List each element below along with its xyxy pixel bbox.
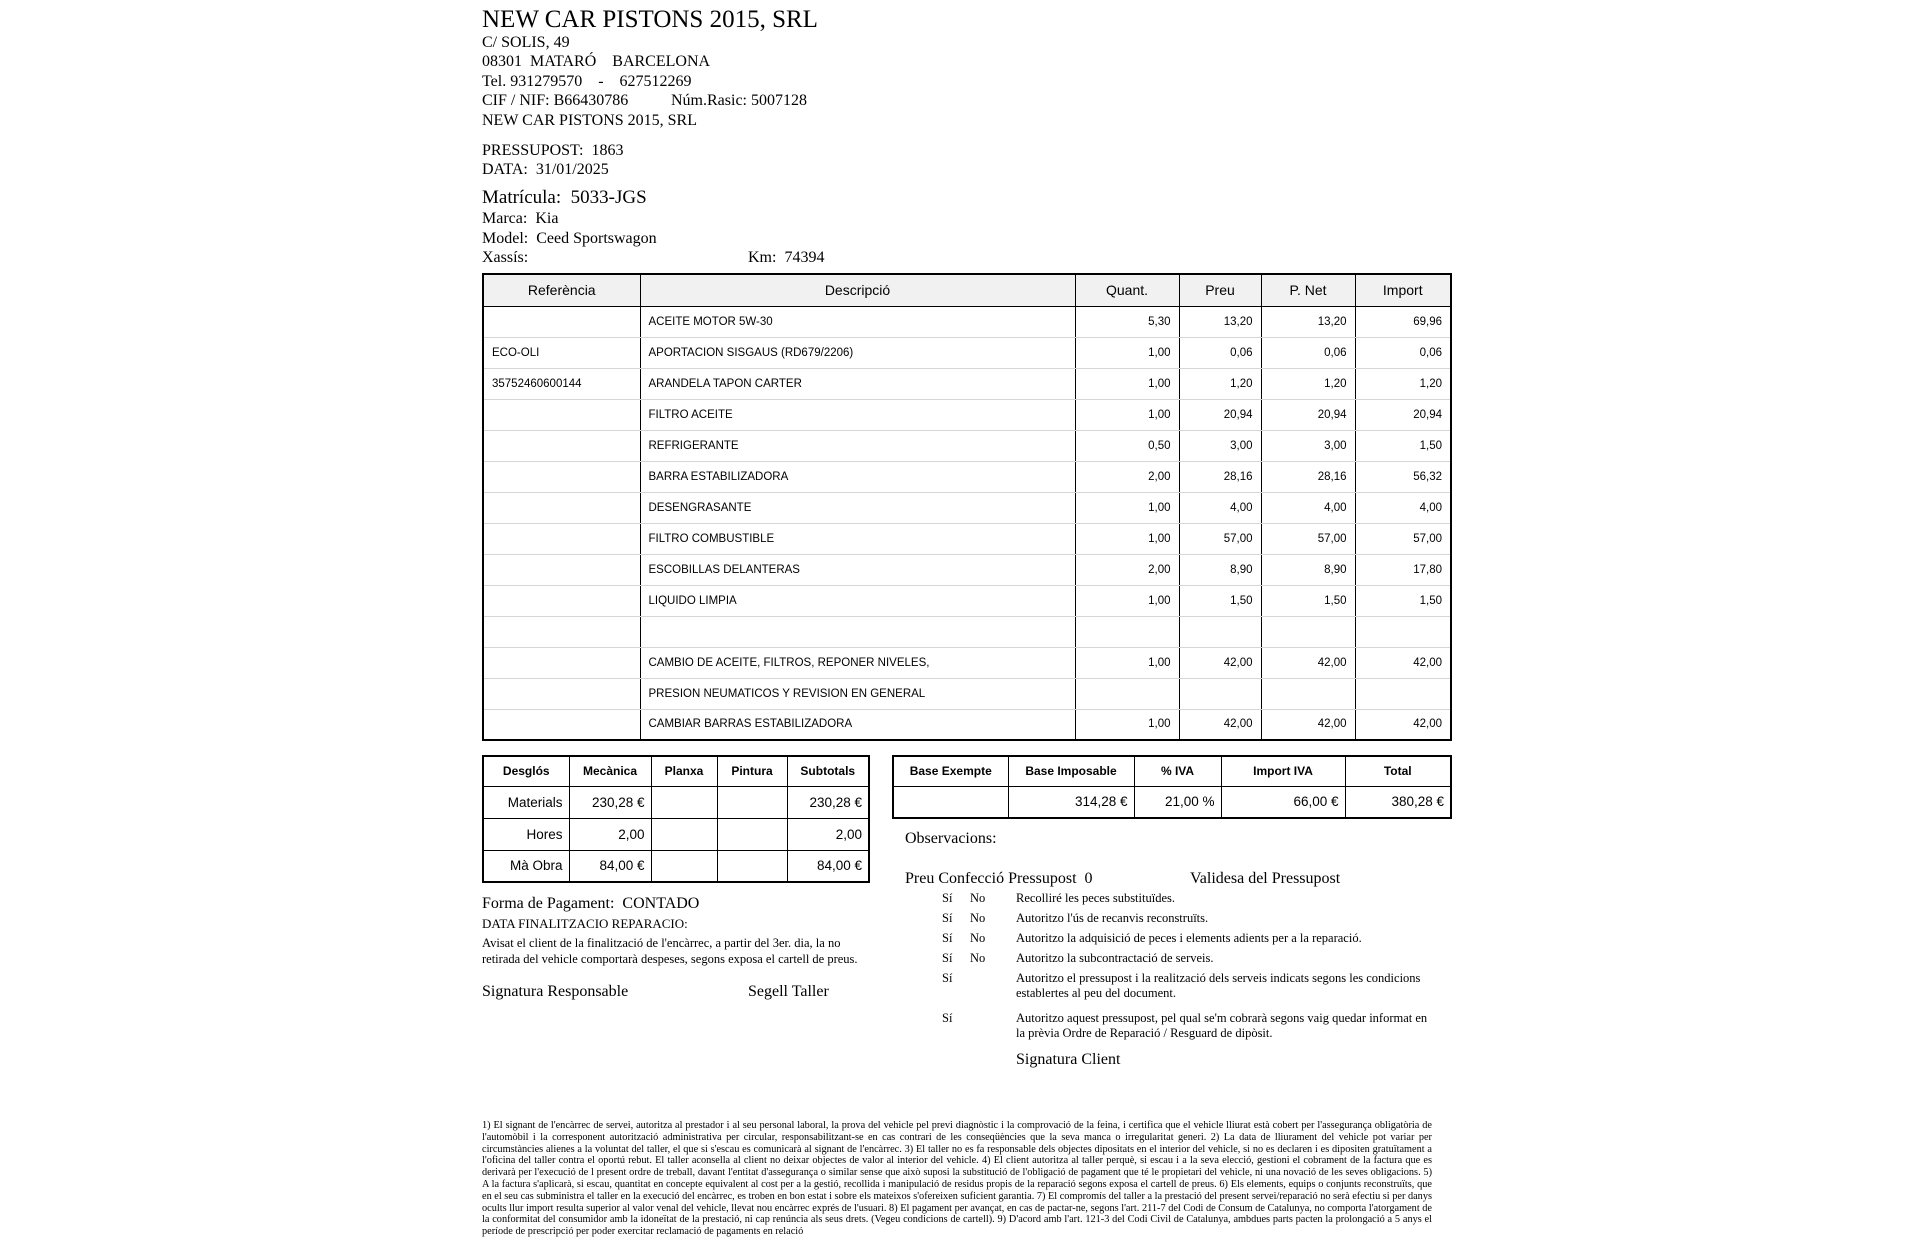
auth-yes-option: Sí bbox=[942, 911, 953, 925]
totals-header-base-taxable: Base Imposable bbox=[1008, 756, 1134, 786]
breakdown-row bbox=[483, 850, 869, 882]
cell-reference bbox=[483, 399, 640, 430]
cell-description: CAMBIAR BARRAS ESTABILIZADORA bbox=[640, 709, 1075, 740]
auth-no-option: No bbox=[970, 931, 986, 945]
cell-description: LIQUIDO LIMPIA bbox=[640, 585, 1075, 616]
cell-net-price: 28,16 bbox=[1261, 461, 1355, 492]
cell-description: ESCOBILLAS DELANTERAS bbox=[640, 554, 1075, 585]
cell-quantity: 2,00 bbox=[1075, 461, 1179, 492]
cell-price: 57,00 bbox=[1179, 523, 1261, 554]
brand-label: Marca: bbox=[482, 210, 528, 227]
company-name-repeat: NEW CAR PISTONS 2015, SRL bbox=[482, 112, 697, 129]
cell-import: 20,94 bbox=[1355, 399, 1451, 430]
breakdown-subtotal: 2,00 bbox=[787, 818, 869, 850]
auth-yes-option: Sí bbox=[942, 931, 953, 945]
plate-value: 5033-JGS bbox=[570, 187, 647, 208]
km-line bbox=[748, 248, 824, 268]
cell-quantity bbox=[1075, 678, 1179, 709]
cell-price: 1,20 bbox=[1179, 368, 1261, 399]
budget-number-line bbox=[482, 141, 623, 161]
cell-price: 20,94 bbox=[1179, 399, 1261, 430]
cell-quantity: 1,00 bbox=[1075, 337, 1179, 368]
cell-description: PRESION NEUMATICOS Y REVISION EN GENERAL bbox=[640, 678, 1075, 709]
totals-header-row bbox=[893, 756, 1451, 786]
cell-import bbox=[1355, 616, 1451, 647]
cell-reference bbox=[483, 430, 640, 461]
cell-price: 1,50 bbox=[1179, 585, 1261, 616]
cell-quantity: 1,00 bbox=[1075, 523, 1179, 554]
items-table bbox=[482, 273, 1452, 741]
header-import: Import bbox=[1355, 274, 1451, 306]
cell-price: 0,06 bbox=[1179, 337, 1261, 368]
brand-line bbox=[482, 209, 558, 229]
table-row bbox=[483, 337, 1451, 368]
cell-reference bbox=[483, 306, 640, 337]
tel-label: Tel. bbox=[482, 73, 507, 90]
auth-no-option: No bbox=[970, 911, 986, 925]
cell-description: ACEITE MOTOR 5W-30 bbox=[640, 306, 1075, 337]
legal-conditions: 1) El signant de l'encàrrec de servei, autoritza al prestador i al seu personal laboral, la prova del vehicle pel previ diagnòstic i la comprovació de la feina, i certifica que el vehicle lliurat està cobert per l'assegurança obligatòria de l'automòbil i la corresponent autorització administrativa per circular, responsabilitzant-se en cas contrari de les conseqüències que la seva manca o irregularitat generi. 2) La data de lliurament del vehicle pot variar per circumstàncies alienes a la voluntat del taller, el que si s'escau es comunicarà al signant de l'encàrrec. 3) El taller no es fa responsable dels objectes dipositats en el interior del vehicle, si no es declaren i es dipositen gratuïtament a l'oficina del taller contra el oportú rebut. El taller aconsella al client no deixar objectes de valor al interior del vehicle. 4) El client autoritza al taller perquè, si escau i a la seva elecció, gestioni el cobrament de la factura que es derivarà per l'execució de l present ordre de treball, davant l'entitat d'assegurança o similar sense que això suposi la substitució de l'obligació de pagament que té le propietari del vehicle, ni una novació de les seves obligacions. 5) A la factura s'aplicarà, si escau, quantitat en concepte equivalent al cost per a la gestió, recollida i manipulació de residus propis de la reparació segons exposa el cartell de preus. 6) Els elements, equips o conjunts reconstruïts, que en el seu cas subministra el taller en la execució del encàrrec, es troben en bon estat i sobre els mateixos s'ofereixen suficient garantia. 7) El compromís del taller a la prestació del present servei/reparació no serà efectiu si per danys ocults llur import resulta superior al valor venal del vehicle, llevat nou encàrrec exprés de l'usuari. 8) El pagament per avançat, en cas de pactar-ne, segons l'art. 211-7 del Codi de Consum de Catalunya, no comporta l'atorgament de la conformitat del consumidor amb la idoneïtat de la prestació, ni cap renúncia als seus drets. (Vegeu condicions de cartell). 9) D'acord amb l'art. 121-3 del Codi Civil de Catalunya, ambdues parts pacten la prolongació a 5 anys el període de prescripció per poder exercitar reclamació de pagaments en relació bbox=[482, 1120, 1432, 1238]
cell-import: 17,80 bbox=[1355, 554, 1451, 585]
table-row bbox=[483, 430, 1451, 461]
base-exempt-value bbox=[893, 786, 1008, 818]
cell-quantity: 1,00 bbox=[1075, 647, 1179, 678]
cell-net-price: 42,00 bbox=[1261, 709, 1355, 740]
cif-label: CIF / NIF: bbox=[482, 92, 550, 109]
cell-reference bbox=[483, 616, 640, 647]
table-row bbox=[483, 399, 1451, 430]
breakdown-header-row bbox=[483, 756, 869, 786]
breakdown-mecanica: 84,00 € bbox=[569, 850, 651, 882]
cell-reference: 35752460600144 bbox=[483, 368, 640, 399]
totals-header-vat-amount: Import IVA bbox=[1221, 756, 1345, 786]
cell-price: 13,20 bbox=[1179, 306, 1261, 337]
km-label: Km: bbox=[748, 249, 777, 266]
payment-label: Forma de Pagament: bbox=[482, 895, 615, 912]
cell-price: 8,90 bbox=[1179, 554, 1261, 585]
items-header-row bbox=[483, 274, 1451, 306]
model-line bbox=[482, 229, 657, 249]
cell-import: 1,50 bbox=[1355, 585, 1451, 616]
table-row bbox=[483, 492, 1451, 523]
breakdown-row bbox=[483, 818, 869, 850]
table-row bbox=[483, 616, 1451, 647]
cell-quantity: 1,00 bbox=[1075, 399, 1179, 430]
cell-net-price: 13,20 bbox=[1261, 306, 1355, 337]
cell-import: 69,96 bbox=[1355, 306, 1451, 337]
cell-import: 1,50 bbox=[1355, 430, 1451, 461]
table-row bbox=[483, 647, 1451, 678]
cell-net-price: 1,50 bbox=[1261, 585, 1355, 616]
cell-import: 56,32 bbox=[1355, 461, 1451, 492]
km-value: 74394 bbox=[784, 249, 825, 266]
auth-yes-option: Sí bbox=[942, 1011, 953, 1025]
company-phone-line bbox=[482, 72, 692, 92]
totals-header-base-exempt: Base Exempte bbox=[893, 756, 1008, 786]
auth-text: Autoritzo el pressupost i la realització dels serveis indicats segons les condicions establertes al peu del document. bbox=[1016, 971, 1421, 1000]
breakdown-mecanica: 2,00 bbox=[569, 818, 651, 850]
budget-date-label: DATA: bbox=[482, 161, 528, 178]
cell-quantity: 5,30 bbox=[1075, 306, 1179, 337]
client-signature-label: Signatura Client bbox=[1016, 1051, 1121, 1068]
auth-yes-option: Sí bbox=[942, 891, 953, 905]
plate-line bbox=[482, 187, 647, 209]
cell-quantity: 0,50 bbox=[1075, 430, 1179, 461]
cell-net-price: 1,20 bbox=[1261, 368, 1355, 399]
cell-net-price: 20,94 bbox=[1261, 399, 1355, 430]
cell-import: 0,06 bbox=[1355, 337, 1451, 368]
cell-reference bbox=[483, 709, 640, 740]
breakdown-header-subtotals: Subtotals bbox=[787, 756, 869, 786]
cell-net-price: 0,06 bbox=[1261, 337, 1355, 368]
cell-net-price: 4,00 bbox=[1261, 492, 1355, 523]
cif-line bbox=[482, 91, 628, 111]
breakdown-header-mecanica: Mecànica bbox=[569, 756, 651, 786]
budget-date: 31/01/2025 bbox=[535, 161, 609, 178]
vat-amount-value: 66,00 € bbox=[1221, 786, 1345, 818]
cell-import: 4,00 bbox=[1355, 492, 1451, 523]
rasic-value: 5007128 bbox=[751, 92, 807, 109]
header-description: Descripció bbox=[640, 274, 1075, 306]
auth-no-option: No bbox=[970, 951, 986, 965]
cell-net-price: 42,00 bbox=[1261, 647, 1355, 678]
company-postal: 08301 bbox=[482, 53, 522, 70]
cell-description: DESENGRASANTE bbox=[640, 492, 1075, 523]
total-value: 380,28 € bbox=[1345, 786, 1451, 818]
breakdown-planxa bbox=[651, 850, 717, 882]
cell-description: APORTACION SISGAUS (RD679/2206) bbox=[640, 337, 1075, 368]
cell-price: 28,16 bbox=[1179, 461, 1261, 492]
auth-text: Recolliré les peces substituïdes. bbox=[1016, 891, 1175, 905]
table-row bbox=[483, 368, 1451, 399]
cell-quantity: 1,00 bbox=[1075, 585, 1179, 616]
auth-yes-option: Sí bbox=[942, 951, 953, 965]
totals-header-total: Total bbox=[1345, 756, 1451, 786]
cell-net-price bbox=[1261, 616, 1355, 647]
cell-net-price: 8,90 bbox=[1261, 554, 1355, 585]
rasic-label: Núm.Rasic: bbox=[671, 92, 747, 109]
observations-label: Observacions: bbox=[905, 830, 997, 847]
budget-price-label: Preu Confecció Pressupost bbox=[905, 870, 1077, 887]
totals-values-row bbox=[893, 786, 1451, 818]
breakdown-planxa bbox=[651, 818, 717, 850]
model-label: Model: bbox=[482, 230, 529, 247]
model-value: Ceed Sportswagon bbox=[536, 230, 657, 247]
cell-description: FILTRO COMBUSTIBLE bbox=[640, 523, 1075, 554]
header-price: Preu bbox=[1179, 274, 1261, 306]
company-city-line bbox=[482, 52, 710, 72]
cell-price bbox=[1179, 616, 1261, 647]
cell-reference bbox=[483, 492, 640, 523]
breakdown-planxa bbox=[651, 786, 717, 818]
header-reference: Referència bbox=[483, 274, 640, 306]
cell-reference bbox=[483, 461, 640, 492]
cell-reference bbox=[483, 523, 640, 554]
cell-import: 1,20 bbox=[1355, 368, 1451, 399]
auth-text: Autoritzo aquest pressupost, pel qual se'm cobrarà segons vaig quedar informat en la prèvia Ordre de Reparació / Resguard de dipòsit. bbox=[1016, 1011, 1428, 1040]
finish-date-label: DATA FINALITZACIO REPARACIO: bbox=[482, 916, 688, 931]
cell-reference bbox=[483, 554, 640, 585]
tel-primary: 931279570 bbox=[510, 73, 583, 90]
cell-price: 3,00 bbox=[1179, 430, 1261, 461]
budget-number: 1863 bbox=[591, 142, 624, 159]
cell-price: 4,00 bbox=[1179, 492, 1261, 523]
totals-header-vat-rate: % IVA bbox=[1134, 756, 1221, 786]
auth-text: Autoritzo la subcontractació de serveis. bbox=[1016, 951, 1214, 965]
cell-description: REFRIGERANTE bbox=[640, 430, 1075, 461]
breakdown-pintura bbox=[717, 786, 787, 818]
base-taxable-value: 314,28 € bbox=[1008, 786, 1134, 818]
cell-description: FILTRO ACEITE bbox=[640, 399, 1075, 430]
table-row bbox=[483, 523, 1451, 554]
cell-reference bbox=[483, 678, 640, 709]
company-address: C/ SOLIS, 49 bbox=[482, 34, 570, 51]
cell-description bbox=[640, 616, 1075, 647]
cell-import: 42,00 bbox=[1355, 709, 1451, 740]
table-row bbox=[483, 678, 1451, 709]
tel-separator: - bbox=[598, 73, 604, 90]
cell-reference: ECO-OLI bbox=[483, 337, 640, 368]
budget-price-line bbox=[905, 870, 1093, 888]
cell-import: 57,00 bbox=[1355, 523, 1451, 554]
brand-value: Kia bbox=[535, 210, 559, 227]
cell-description: ARANDELA TAPON CARTER bbox=[640, 368, 1075, 399]
header-quantity: Quant. bbox=[1075, 274, 1179, 306]
cif-value: B66430786 bbox=[553, 92, 629, 109]
breakdown-row bbox=[483, 786, 869, 818]
tel-secondary: 627512269 bbox=[619, 73, 692, 90]
breakdown-pintura bbox=[717, 850, 787, 882]
responsible-signature-label: Signatura Responsable bbox=[482, 983, 629, 1000]
vat-rate-value: 21,00 % bbox=[1134, 786, 1221, 818]
breakdown-header-desglos: Desglós bbox=[483, 756, 569, 786]
budget-number-label: PRESSUPOST: bbox=[482, 142, 584, 159]
breakdown-row-label: Hores bbox=[483, 818, 569, 850]
breakdown-subtotal: 230,28 € bbox=[787, 786, 869, 818]
company-city: MATARÓ bbox=[530, 53, 597, 70]
breakdown-subtotal: 84,00 € bbox=[787, 850, 869, 882]
table-row bbox=[483, 306, 1451, 337]
cell-net-price bbox=[1261, 678, 1355, 709]
cell-net-price: 3,00 bbox=[1261, 430, 1355, 461]
breakdown-mecanica: 230,28 € bbox=[569, 786, 651, 818]
payment-value: CONTADO bbox=[622, 895, 700, 912]
auth-text: Autoritzo l'ús de recanvis reconstruïts. bbox=[1016, 911, 1209, 925]
cell-description: BARRA ESTABILIZADORA bbox=[640, 461, 1075, 492]
workshop-seal-label: Segell Taller bbox=[748, 983, 829, 1000]
table-row bbox=[483, 554, 1451, 585]
cell-price: 42,00 bbox=[1179, 709, 1261, 740]
cell-price bbox=[1179, 678, 1261, 709]
cell-quantity: 1,00 bbox=[1075, 492, 1179, 523]
breakdown-row-label: Mà Obra bbox=[483, 850, 569, 882]
plate-label: Matrícula: bbox=[482, 187, 562, 208]
cell-price: 42,00 bbox=[1179, 647, 1261, 678]
cell-import: 42,00 bbox=[1355, 647, 1451, 678]
breakdown-header-planxa: Planxa bbox=[651, 756, 717, 786]
cell-quantity: 1,00 bbox=[1075, 709, 1179, 740]
company-province: BARCELONA bbox=[612, 53, 711, 70]
header-net-price: P. Net bbox=[1261, 274, 1355, 306]
breakdown-row-label: Materials bbox=[483, 786, 569, 818]
cell-quantity bbox=[1075, 616, 1179, 647]
chassis-label: Xassís: bbox=[482, 249, 529, 266]
totals-table bbox=[892, 755, 1452, 819]
auth-no-option: No bbox=[970, 891, 986, 905]
breakdown-pintura bbox=[717, 818, 787, 850]
cell-reference bbox=[483, 585, 640, 616]
cell-reference bbox=[483, 647, 640, 678]
cell-quantity: 1,00 bbox=[1075, 368, 1179, 399]
pickup-notice: Avisat el client de la finalització de l'encàrrec, a partir del 3er. dia, la no retirada del vehicle comportarà despeses, segons exposa el cartell de preus. bbox=[482, 936, 858, 966]
cell-net-price: 57,00 bbox=[1261, 523, 1355, 554]
cell-description: CAMBIO DE ACEITE, FILTROS, REPONER NIVELES, bbox=[640, 647, 1075, 678]
table-row bbox=[483, 461, 1451, 492]
table-row bbox=[483, 709, 1451, 740]
cell-quantity: 2,00 bbox=[1075, 554, 1179, 585]
budget-validity-label: Validesa del Pressupost bbox=[1190, 870, 1341, 887]
breakdown-table bbox=[482, 755, 870, 883]
rasic-line bbox=[671, 91, 807, 111]
cell-import bbox=[1355, 678, 1451, 709]
breakdown-header-pintura: Pintura bbox=[717, 756, 787, 786]
auth-text: Autoritzo la adquisició de peces i elements adients per a la reparació. bbox=[1016, 931, 1362, 945]
budget-price-value: 0 bbox=[1084, 870, 1093, 887]
budget-date-line bbox=[482, 160, 609, 180]
table-row bbox=[483, 585, 1451, 616]
payment-line bbox=[482, 895, 699, 913]
auth-yes-option: Sí bbox=[942, 971, 953, 985]
company-name: NEW CAR PISTONS 2015, SRL bbox=[482, 6, 818, 33]
